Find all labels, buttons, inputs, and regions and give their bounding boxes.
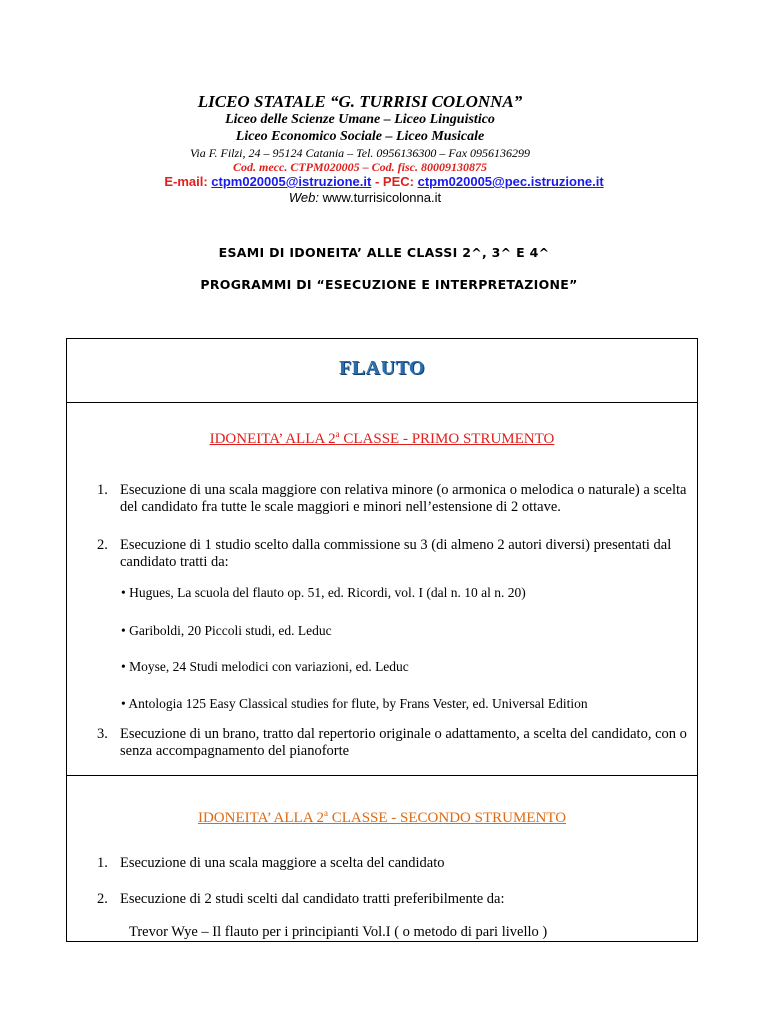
section-2-heading [67,808,697,827]
pec-separator: - [371,174,383,189]
list-item [97,726,689,760]
section-1-heading-text: IDONEITA’ ALLA 2 [209,431,336,447]
school-line-2: Liceo Economico Sociale – Liceo Musicale [235,129,485,144]
bullet-item: • Antologia 125 Easy Classical studies for flute, by Frans Vester, ed. Universal Edition [121,696,588,711]
pec-link[interactable]: ctpm020005@pec.istruzione.it [417,174,604,189]
pec-label: PEC: [382,174,414,189]
list-item-text: Esecuzione di 2 studi scelti dal candidato tratti preferibilmente da: [120,891,505,907]
list-item-number: 1. [97,855,108,871]
list-item-text: Esecuzione di 1 studio scelto dalla commissione su 3 (di almeno 2 autori diversi) presentati dal candidato tratti da: [120,537,672,570]
bullet-text: Antologia 125 Easy Classical studies for flute, by Frans Vester, ed. Universal Edition [128,696,588,711]
instrument-title: FLAUTO [339,357,425,379]
section-1-heading-rest: CLASSE - PRIMO STRUMENTO [339,431,555,447]
section-2-heading-rest: CLASSE - SECONDO STRUMENTO [327,810,567,826]
section-2-heading-sup: a [323,808,328,818]
list-item-number: 3. [97,726,108,742]
list-item-text: Esecuzione di una scala maggiore a scelta del candidato [120,855,445,871]
reference-note: Trevor Wye – Il flauto per i principianti Vol.I ( o metodo di pari livello ) [129,924,548,940]
school-line-1: Liceo delle Scienze Umane – Liceo Linguistico [225,112,495,127]
bullet-item: • Hugues, La scuola del flauto op. 51, ed. Ricordi, vol. I (dal n. 10 al n. 20) [121,585,526,600]
exam-title: ESAMI DI IDONEITA’ ALLE CLASSI 2^, 3^ E 4^ [218,245,550,260]
bullet-text: Hugues, La scuola del flauto op. 51, ed. Ricordi, vol. I (dal n. 10 al n. 20) [129,585,526,600]
program-table [66,338,698,942]
email-label: E-mail: [164,174,208,189]
school-name: LICEO STATALE “G. TURRISI COLONNA” [197,92,523,111]
bullet-item: • Moyse, 24 Studi melodici con variazioni, ed. Leduc [121,659,409,674]
list-item [97,891,689,908]
website-line [0,190,730,205]
list-item [97,855,689,872]
bullet-item: • Gariboldi, 20 Piccoli studi, ed. Leduc [121,623,332,638]
list-item-number: 2. [97,537,108,553]
row-divider [67,402,697,403]
email-link[interactable]: ctpm020005@istruzione.it [211,174,372,189]
list-item [97,482,689,516]
bullet-text: Moyse, 24 Studi melodici con variazioni, ed. Leduc [129,659,409,674]
section-1-heading-sup: a [335,429,340,439]
bullet-text: Gariboldi, 20 Piccoli studi, ed. Leduc [129,623,332,638]
row-divider [67,775,697,776]
list-item-text: Esecuzione di una scala maggiore con relativa minore (o armonica o melodica o naturale) a scelta del candidato fra tutte le scale maggiori e minori nell’estensione di 2 ottave. [120,482,687,515]
section-1-heading [67,429,697,448]
web-link[interactable]: www.turrisicolonna.it [322,190,442,205]
list-item-number: 2. [97,891,108,907]
school-codes: Cod. mecc. CTPM020005 – Cod. fisc. 80009130875 [233,160,487,174]
web-label: Web: [288,190,319,205]
school-address: Via F. Filzi, 24 – 95124 Catania – Tel. 0956136300 – Fax 0956136299 [189,146,531,160]
list-item [97,537,689,571]
list-item-number: 1. [97,482,108,498]
contact-email-line [0,174,768,189]
list-item-text: Esecuzione di un brano, tratto dal repertorio originale o adattamento, a scelta del candidato, con o senza accompagnamento del pianoforte [120,726,687,759]
program-title: PROGRAMMI DI “ESECUZIONE E INTERPRETAZIONE” [200,277,578,292]
section-2-heading-text: IDONEITA’ ALLA 2 [197,810,324,826]
